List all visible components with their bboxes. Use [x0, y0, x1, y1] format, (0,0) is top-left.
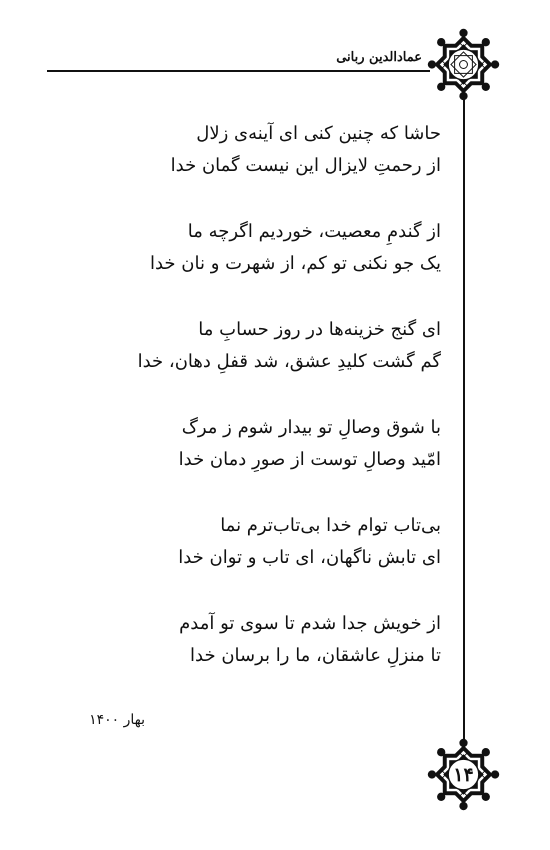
page-number: ۱۴ [453, 763, 474, 786]
stanza [121, 608, 441, 706]
verse-line: امّید وصالِ توست از صورِ دمان خدا [178, 449, 441, 470]
poem [121, 118, 441, 706]
stanza [121, 216, 441, 314]
verse-line: ای تابش ناگهان، ای تاب و توان خدا [178, 547, 441, 568]
author-name: عمادالدین ربانی [336, 50, 422, 65]
verse-line: گم گشت کلیدِ عشق، شد قفلِ دهان، خدا [137, 351, 441, 372]
vertical-rule [463, 98, 465, 750]
stanza [121, 412, 441, 510]
verse-line: از گندمِ معصیت، خوردیم اگرچه ما [187, 221, 441, 242]
verse-line: از رحمتِ لایزال این نیست گمان خدا [170, 155, 441, 176]
verse-line: ای گنج خزینه‌ها در روز حسابِ ما [198, 319, 441, 340]
rosette-ornament-icon [427, 28, 500, 101]
verse-line: یک جو نکنی تو کم، از شهرت و نان خدا [149, 253, 441, 274]
verse-line: حاشا که چنین کنی ای آینه‌ی زلال [196, 123, 441, 144]
stanza [121, 510, 441, 608]
stanza [121, 314, 441, 412]
verse-line: بی‌تاب توام خدا بی‌تاب‌ترم نما [220, 515, 441, 536]
header-rule [47, 70, 430, 72]
stanza [121, 118, 441, 216]
verse-line: با شوق وصالِ تو بیدار شوم ز مرگ [181, 417, 441, 438]
verse-line: از خویش جدا شدم تا سوی تو آمدم [179, 613, 441, 634]
poem-date: بهار ۱۴۰۰ [89, 712, 145, 728]
verse-line: تا منزلِ عاشقان، ما را برسان خدا [190, 645, 441, 666]
